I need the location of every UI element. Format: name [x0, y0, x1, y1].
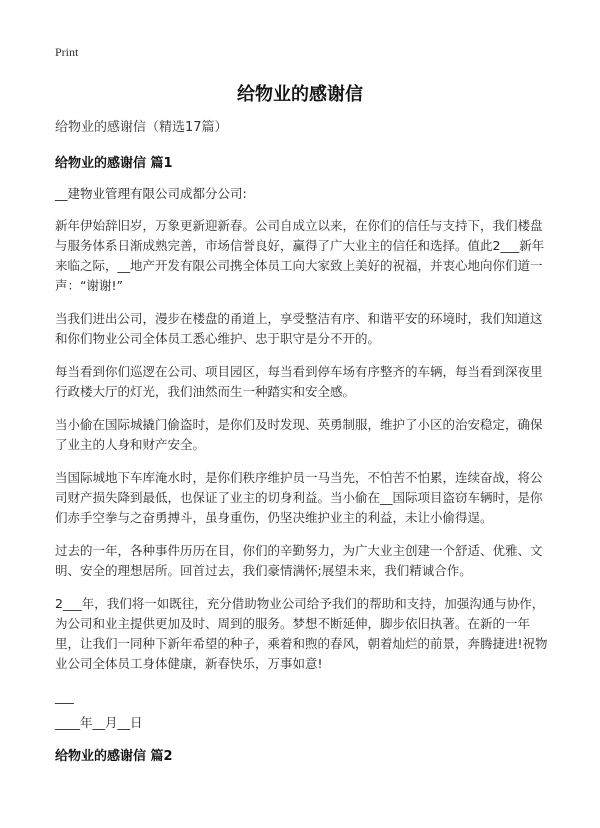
- paragraph: 2___年，我们将一如既往，充分借助物业公司给予我们的帮助和支持，加强沟通与协作，为公司和业主提供更加及时、周到的服务。梦想不断延伸，脚步依旧执著。在新的一年里，让我们一同种下新年希望的种子，乘着和煦的春风，朝着灿烂的前景，奔腾捷进!祝物业公司全体员工身体健康，新春快乐，万事如意!: [55, 596, 548, 671]
- letter-greeting: __建物业管理有限公司成都分公司:: [55, 186, 247, 201]
- paragraph: 过去的一年，各种事件历历在目，你们的辛勤努力，为广大业主创建一个舒适、优雅、文明、安全的理想居所。回首过去，我们豪情满怀;展望未来，我们精诚合作。: [55, 543, 543, 578]
- document-title: 给物业的感谢信: [237, 84, 363, 105]
- signature-line: ___: [55, 689, 74, 704]
- print-link[interactable]: Print: [55, 45, 79, 59]
- document-subtitle: 给物业的感谢信（精选17篇）: [55, 120, 228, 135]
- section-heading-1: 给物业的感谢信 篇1: [55, 156, 173, 171]
- paragraph: 当国际城地下车库淹水时，是你们秩序维护员一马当先，不怕苦不怕累，连续奋战，将公司财产损失降到最低，也保证了业主的切身利益。当小偷在__国际项目盗窃车辆时，是你们赤手空拳与之奋勇搏斗，虽身重伤，仍坚决维护业主的利益，未让小偷得逞。: [55, 470, 543, 525]
- paragraph: 当小偷在国际城撬门偷盗时，是你们及时发现、英勇制服，维护了小区的治安稳定，确保了业主的人身和财产安全。: [55, 417, 543, 452]
- section-heading-2: 给物业的感谢信 篇2: [55, 749, 173, 764]
- paragraph: 每当看到你们巡逻在公司、项目园区，每当看到停车场有序整齐的车辆，每当看到深夜里行政楼大厅的灯光，我们油然而生一种踏实和安全感。: [55, 364, 543, 399]
- date-line: ____年__月__日: [55, 715, 143, 730]
- document-body: [55, 118, 552, 777]
- paragraph: 新年伊始辞旧岁，万象更新迎新春。公司自成立以来，在你们的信任与支持下，我们楼盘与服务体系日渐成熟完善，市场信誉良好，赢得了广大业主的信任和选择。值此2___新年来临之际，__地产开发有限公司携全体员工向大家致上美好的祝福，并衷心地向你们道一声：“谢谢!”: [55, 218, 545, 293]
- paragraph: 当我们进出公司，漫步在楼盘的甬道上，享受整洁有序、和谐平安的环境时，我们知道这和你们物业公司全体员工悉心维护、忠于职守是分不开的。: [55, 311, 543, 346]
